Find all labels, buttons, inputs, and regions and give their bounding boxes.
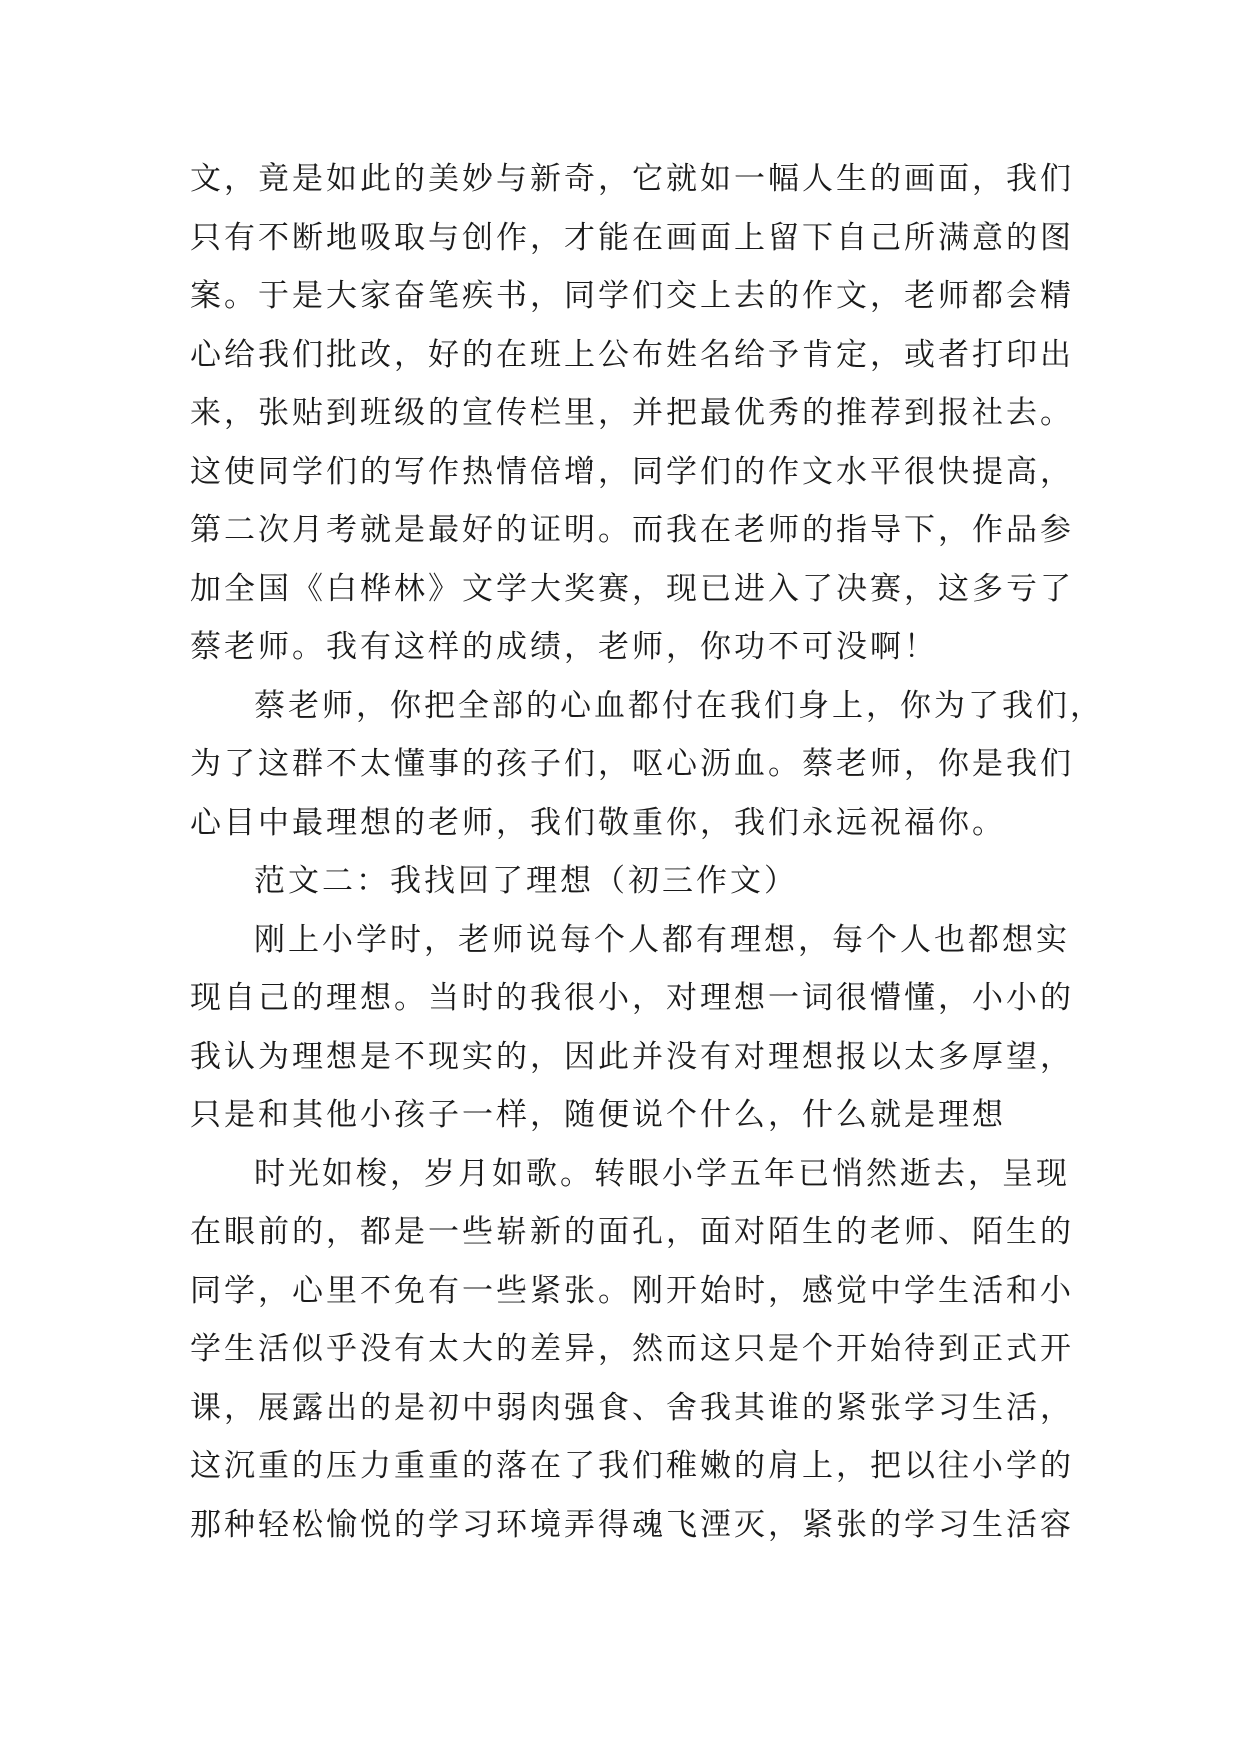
text-line: 第二次月考就是最好的证明。而我在老师的指导下，作品参 <box>190 512 1074 548</box>
text-line: 刚上小学时，老师说每个人都有理想，每个人也都想实 <box>254 921 1070 958</box>
text-line: 在眼前的，都是一些崭新的面孔，面对陌生的老师、陌生的 <box>190 1214 1074 1250</box>
text-line: 心给我们批改，好的在班上公布姓名给予肯定，或者打印出 <box>190 336 1074 373</box>
text-line: 那种轻松愉悦的学习环境弄得魂飞湮灭，紧张的学习生活容 <box>190 1506 1074 1543</box>
text-line: 加全国《白桦林》文学大奖赛，现已进入了决赛，这多亏了 <box>190 570 1074 607</box>
text-line: 文，竟是如此的美妙与新奇，它就如一幅人生的画面，我们 <box>190 161 1074 197</box>
text-line: 学生活似乎没有太大的差异，然而这只是个开始待到正式开 <box>190 1331 1074 1367</box>
text-line: 这沉重的压力重重的落在了我们稚嫩的肩上，把以往小学的 <box>190 1448 1074 1484</box>
text-line: 同学，心里不免有一些紧张。刚开始时，感觉中学生活和小 <box>190 1272 1074 1309</box>
text-line: 蔡老师。我有这样的成绩，老师，你功不可没啊！ <box>190 629 938 665</box>
text-line: 只有不断地吸取与创作，才能在画面上留下自己所满意的图 <box>190 219 1074 256</box>
text-line: 范文二：我找回了理想（初三作文） <box>254 863 798 899</box>
document-body <box>190 150 1104 1554</box>
text-line: 这使同学们的写作热情倍增，同学们的作文水平很快提高， <box>190 453 1074 490</box>
text-line: 为了这群不太懂事的孩子们，呕心沥血。蔡老师，你是我们 <box>190 746 1074 782</box>
text-line: 蔡老师，你把全部的心血都付在我们身上，你为了我们， <box>254 687 1104 724</box>
text-line: 现自己的理想。当时的我很小，对理想一词很懵懂，小小的 <box>190 980 1074 1016</box>
text-line: 心目中最理想的老师，我们敬重你，我们永远祝福你。 <box>190 804 1006 841</box>
text-line: 时光如梭，岁月如歌。转眼小学五年已悄然逝去，呈现 <box>254 1155 1070 1192</box>
text-line: 只是和其他小孩子一样，随便说个什么，什么就是理想 <box>190 1097 1006 1133</box>
text-line: 来，张贴到班级的宣传栏里，并把最优秀的推荐到报社去。 <box>190 395 1074 431</box>
text-line: 案。于是大家奋笔疾书，同学们交上去的作文，老师都会精 <box>190 278 1074 314</box>
text-line: 我认为理想是不现实的，因此并没有对理想报以太多厚望， <box>190 1038 1074 1075</box>
text-line: 课，展露出的是初中弱肉强食、舍我其谁的紧张学习生活， <box>190 1389 1074 1426</box>
